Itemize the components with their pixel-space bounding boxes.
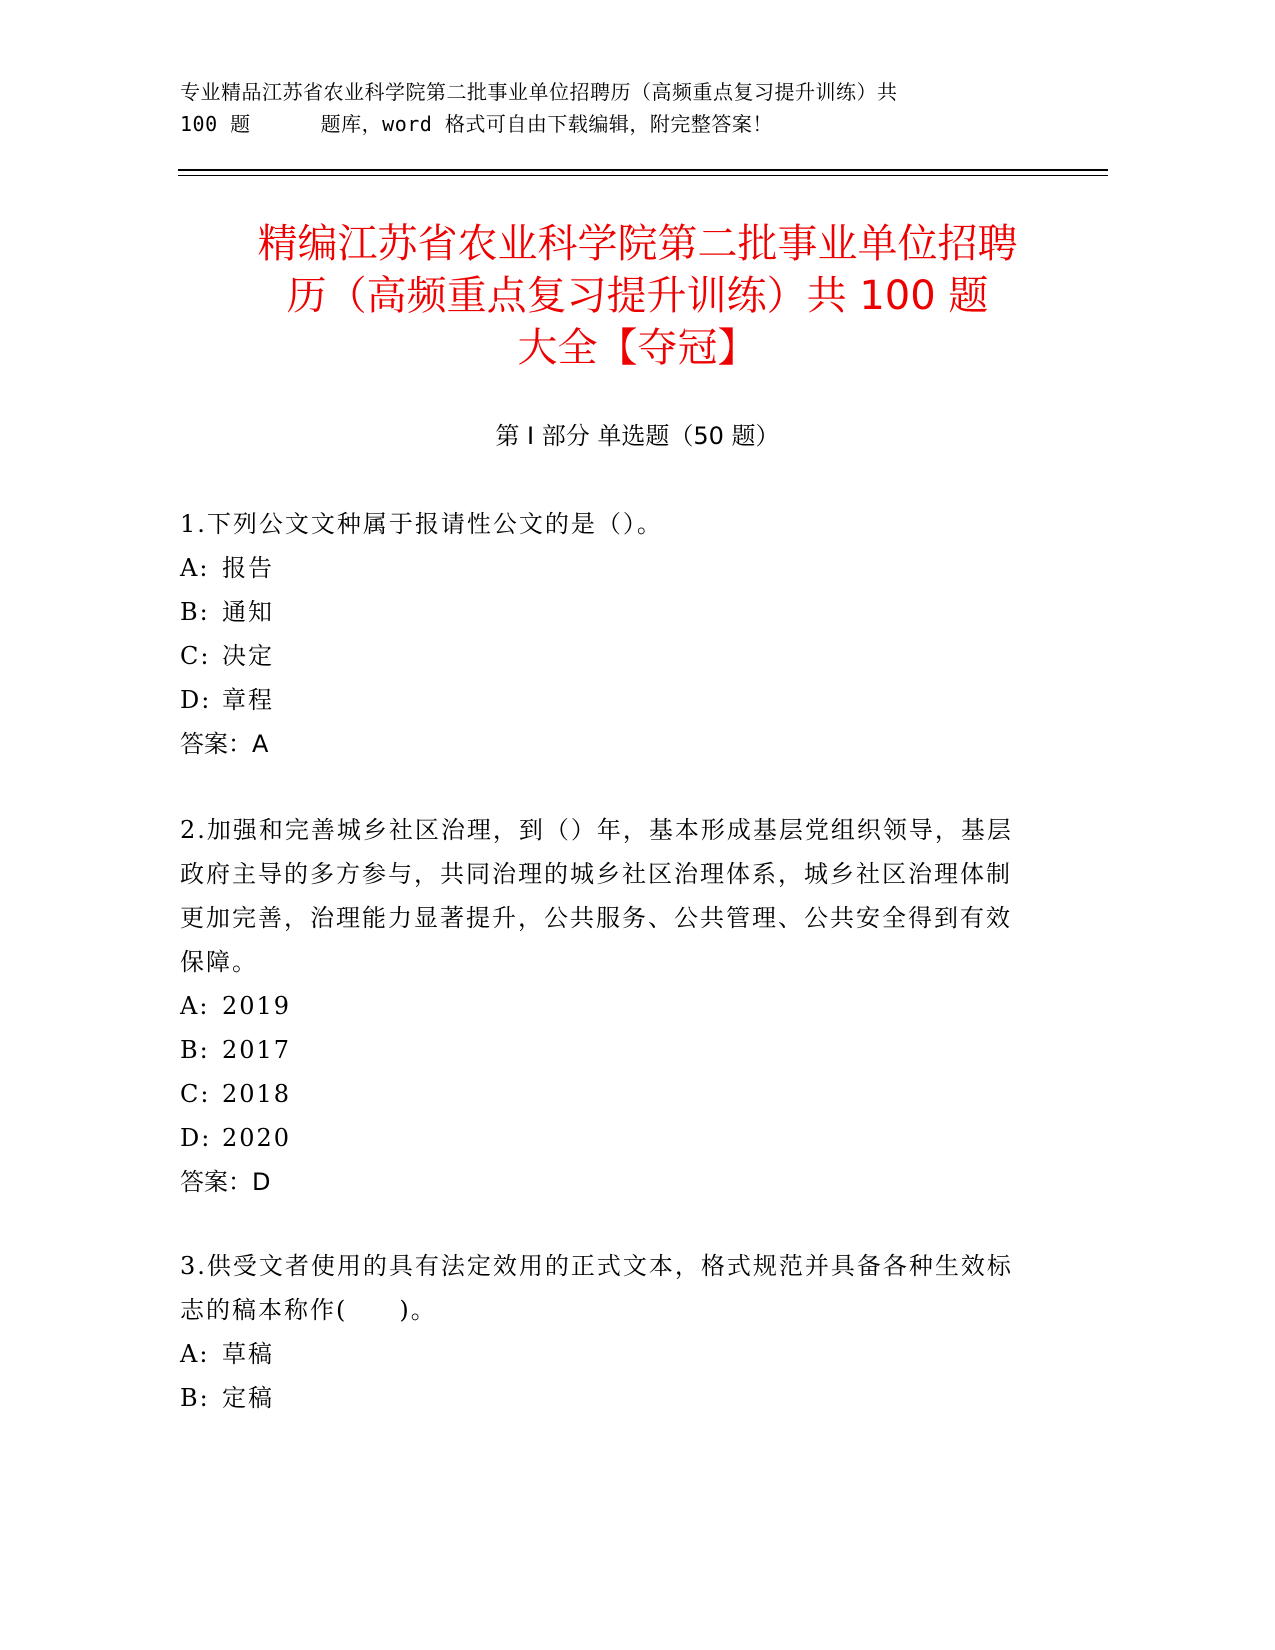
option-b: B: 通知 <box>180 598 274 626</box>
question-stem: 3.供受文者使用的具有法定效用的正式文本，格式规范并具备各种生效标志的稿本称作( )。 <box>180 1252 1013 1324</box>
question-stem: 2.加强和完善城乡社区治理，到（）年，基本形成基层党组织领导，基层政府主导的多方参与，共同治理的城乡社区治理体系，城乡社区治理体制更加完善，治理能力显著提升，公共服务、公共管理、公共安全得到有效保障。 <box>180 816 1013 976</box>
header-question-count: 100 题 <box>180 112 251 136</box>
title-line-3: 大全【夺冠】 <box>517 325 758 371</box>
header-rule-thick <box>178 169 1108 171</box>
option-b: B: 定稿 <box>180 1384 274 1412</box>
section-heading: 第 I 部分 单选题（50 题） <box>495 422 780 450</box>
option-a: A: 报告 <box>180 554 274 582</box>
title-line-1: 精编江苏省农业科学院第二批事业单位招聘 <box>257 221 1018 267</box>
option-c: C: 2018 <box>180 1080 292 1108</box>
option-d: D: 章程 <box>180 686 274 714</box>
page-header <box>180 76 1020 140</box>
question-3 <box>180 1244 1030 1420</box>
answer: 答案：D <box>180 1168 271 1196</box>
question-1 <box>180 502 1030 766</box>
option-b: B: 2017 <box>180 1036 292 1064</box>
header-rule-thin <box>178 175 1108 176</box>
option-d: D: 2020 <box>180 1124 292 1152</box>
option-a: A: 2019 <box>180 992 292 1020</box>
title-line-2: 历（高频重点复习提升训练）共 100 题 <box>286 273 989 319</box>
answer: 答案：A <box>180 730 269 758</box>
question-stem: 1.下列公文文种属于报请性公文的是（）。 <box>180 510 663 538</box>
option-a: A: 草稿 <box>180 1340 274 1368</box>
question-2 <box>180 808 1030 1204</box>
header-line-1: 专业精品江苏省农业科学院第二批事业单位招聘历（高频重点复习提升训练）共 <box>180 80 898 104</box>
document-title <box>140 218 1135 374</box>
option-c: C: 决定 <box>180 642 274 670</box>
header-line-2 <box>180 108 1020 140</box>
header-description: 题库，word 格式可自由下载编辑，附完整答案！ <box>320 112 773 136</box>
